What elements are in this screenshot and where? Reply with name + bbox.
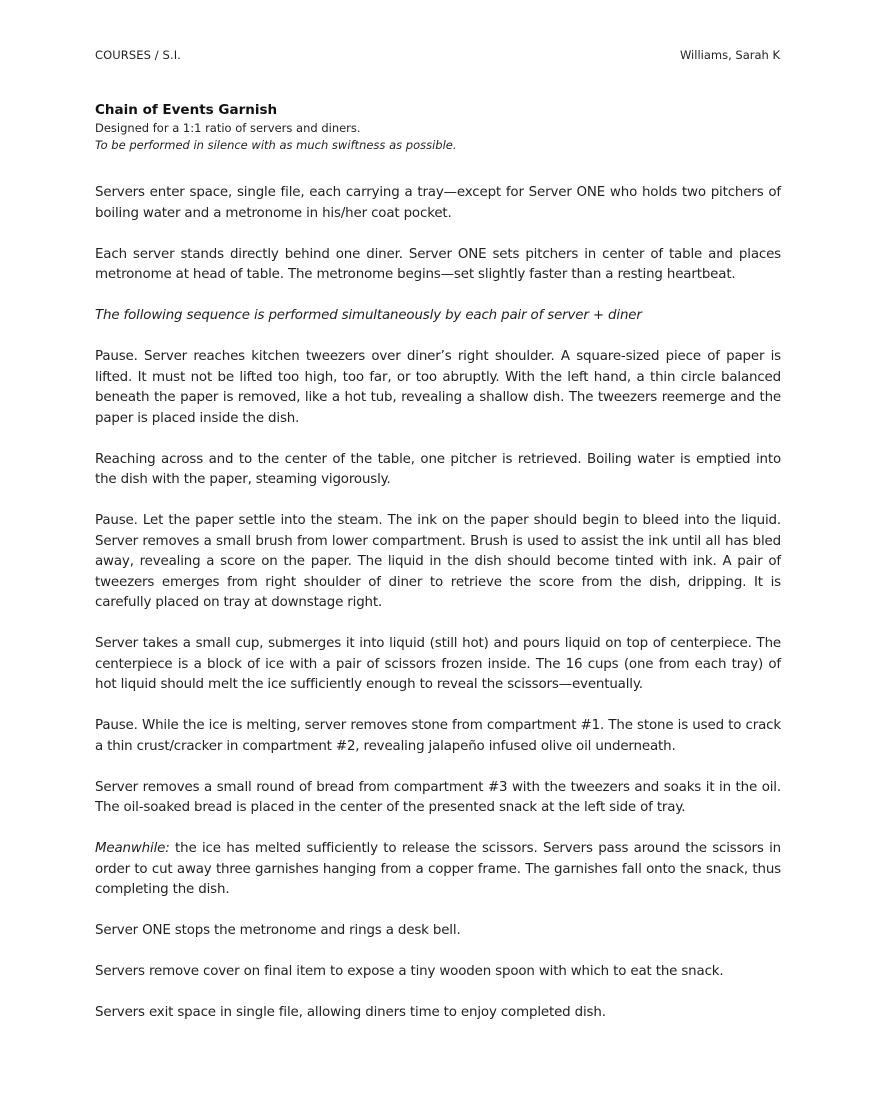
document-title: Chain of Events Garnish xyxy=(95,102,278,118)
paragraph-10 xyxy=(95,839,781,901)
paragraph-13: Servers exit space in single file, allowing diners time to enjoy completed dish. xyxy=(95,1005,606,1020)
paragraph-2: Each server stands directly behind one diner. Server ONE sets pitchers in center of table and places metronome at head of table. The metronome begins—set slightly faster than a resting heartbeat. xyxy=(95,246,781,282)
paragraph-6: Pause. Let the paper settle into the steam. The ink on the paper should begin to bleed into the liquid. Server removes a small brush from lower compartment. Brush is used to assist the ink until all has bled away, revealing a score on the paper. The liquid in the dish should become tinted with ink. A pair of tweezers emerges from right shoulder of diner to retrieve the score from the dish, dripping. It is carefully placed on tray at downstage right. xyxy=(95,513,781,610)
paragraph-1: Servers enter space, single file, each carrying a tray—except for Server ONE who holds two pitchers of boiling water and a metronome in his/her coat pocket. xyxy=(95,185,781,221)
paragraph-9: Server removes a small round of bread from compartment #3 with the tweezers and soaks it in the oil. The oil-soaked bread is placed in the center of the presented snack at the left side of tray. xyxy=(95,779,781,815)
paragraph-5: Reaching across and to the center of the table, one pitcher is retrieved. Boiling water is emptied into the dish with the paper, steaming vigorously. xyxy=(95,451,781,487)
paragraph-11: Server ONE stops the metronome and rings a desk bell. xyxy=(95,923,461,938)
document-subtitle-note: To be performed in silence with as much swiftness as possible. xyxy=(95,138,457,152)
title-block xyxy=(95,102,785,154)
paragraph-3-sequence-note: The following sequence is performed simultaneously by each pair of server + diner xyxy=(95,308,642,323)
paragraph-4: Pause. Server reaches kitchen tweezers over diner’s right shoulder. A square-sized piece of paper is lifted. It must not be lifted too high, too far, or too abruptly. With the left hand, a thin circle balanced beneath the paper is removed, like a hot tub, revealing a shallow dish. The tweezers reemerge and the paper is placed inside the dish. xyxy=(95,349,781,426)
paragraph-8: Pause. While the ice is melting, server removes stone from compartment #1. The stone is used to crack a thin crust/cracker in compartment #2, revealing jalapeño infused olive oil underneath. xyxy=(95,718,781,754)
document-subtitle: Designed for a 1:1 ratio of servers and diners. xyxy=(95,121,361,135)
header-author-name: Williams, Sarah K xyxy=(679,48,780,62)
header-course-label: COURSES / S.I. xyxy=(95,48,181,62)
paragraph-12: Servers remove cover on final item to expose a tiny wooden spoon with which to eat the snack. xyxy=(95,964,724,979)
body-text xyxy=(95,183,781,1044)
meanwhile-lead: Meanwhile: xyxy=(95,841,170,856)
paragraph-10-text: the ice has melted sufficiently to release the scissors. Servers pass around the scissors in order to cut away three garnishes hanging from a copper frame. The garnishes fall onto the snack, thus completing the dish. xyxy=(95,841,781,897)
paragraph-7: Server takes a small cup, submerges it into liquid (still hot) and pours liquid on top of centerpiece. The centerpiece is a block of ice with a pair of scissors frozen inside. The 16 cups (one from each tray) of hot liquid should melt the ice sufficiently enough to reveal the scissors—eventually. xyxy=(95,636,781,692)
